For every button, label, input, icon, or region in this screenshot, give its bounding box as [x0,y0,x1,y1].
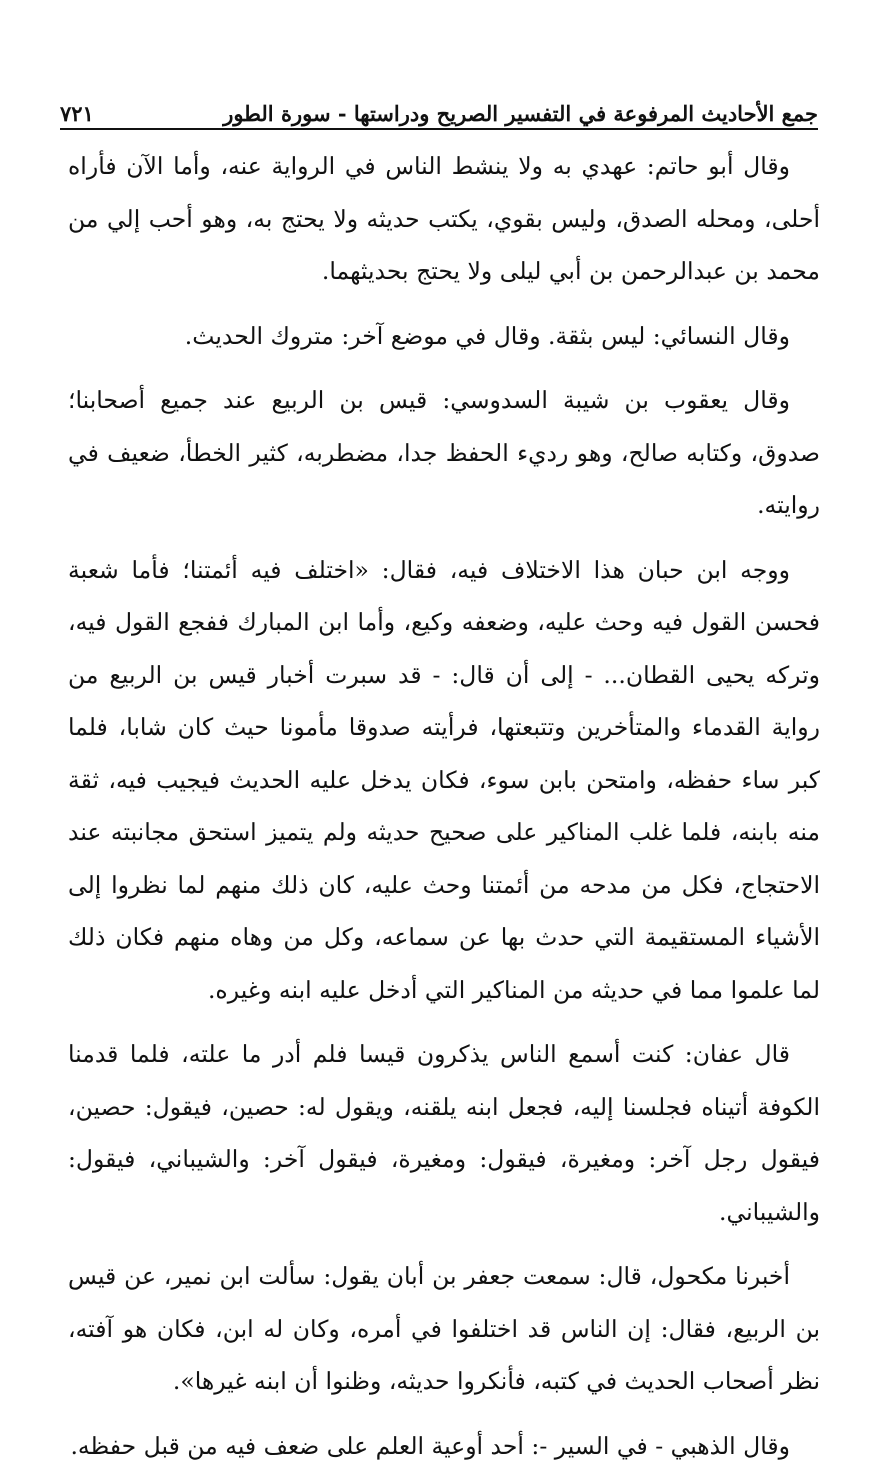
header-divider [60,128,818,130]
paragraph-ibn-hibban: ووجه ابن حبان هذا الاختلاف فيه، فقال: «اختلف فيه أئمتنا؛ فأما شعبة فحسن القول فيه وحث عليه، وضعفه وكيع، وأما ابن المبارك ففجع القول فيه، وتركه يحيى القطان... - إلى أن قال: - قد سبرت أخبار قيس بن الربيع من رواية القدماء والمتأخرين وتتبعتها، فرأيته صدوقا مأمونا حيث كان شابا، فلما كبر ساء حفظه، وامتحن بابن سوء، فكان يدخل عليه الحديث فيجيب فيه، ثقة منه بابنه، فلما غلب المناكير على صحيح حديثه ولم يتميز استحق مجانبته عند الاحتجاج، فكل من مدحه من أئمتنا وحث عليه، كان ذلك منهم لما نظروا إلى الأشياء المستقيمة التي حدث بها عن سماعه، وكل من وهاه منهم فكان ذلك لما علموا مما في حديثه من المناكير التي أدخل عليه ابنه وغيره. [68,555,820,1004]
page-number: ٧٢١ [60,101,94,126]
paragraph-affan: قال عفان: كنت أسمع الناس يذكرون قيسا فلم أدر ما علته، فلما قدمنا الكوفة أتيناه فجلسنا إليه، فجعل ابنه يلقنه، ويقول له: حصين، فيقول: حصين، فيقول رجل آخر: ومغيرة، فيقول: ومغيرة، فيقول آخر: والشيباني، فيقول: والشيباني. [68,1040,820,1226]
paragraph-nasai: وقال النسائي: ليس بثقة. وقال في موضع آخر: متروك الحديث. [184,321,790,350]
running-header [60,92,818,126]
paragraph-yaqub: وقال يعقوب بن شيبة السدوسي: قيس بن الربيع عند جميع أصحابنا؛ صدوق، وكتابه صالح، وهو رديء الحفظ جدا، مضطربه، كثير الخطأ، ضعيف في روايته. [68,386,820,519]
paragraph-dhahabi: وقال الذهبي - في السير -: أحد أوعية العلم على ضعف فيه من قبل حفظه. [70,1431,790,1460]
header-title: جمع الأحاديث المرفوعة في التفسير الصريح ودراستها - سورة الطور [223,101,818,126]
body-text [68,140,820,1484]
paragraph-abu-hatim: وقال أبو حاتم: عهدي به ولا ينشط الناس في الرواية عنه، وأما الآن فأراه أحلى، ومحله الصدق، وليس بقوي، يكتب حديثه ولا يحتج به، وهو أحب إلي من محمد بن عبدالرحمن بن أبي ليلى ولا يحتج بحديثهما. [68,152,820,285]
paragraph-makhul: أخبرنا مكحول، قال: سمعت جعفر بن أبان يقول: سألت ابن نمير، عن قيس بن الربيع، فقال: إن الناس قد اختلفوا في أمره، وكان له ابن، فكان هو آفته، نظر أصحاب الحديث في كتبه، فأنكروا حديثه، وظنوا أن ابنه غيرها». [68,1262,820,1395]
